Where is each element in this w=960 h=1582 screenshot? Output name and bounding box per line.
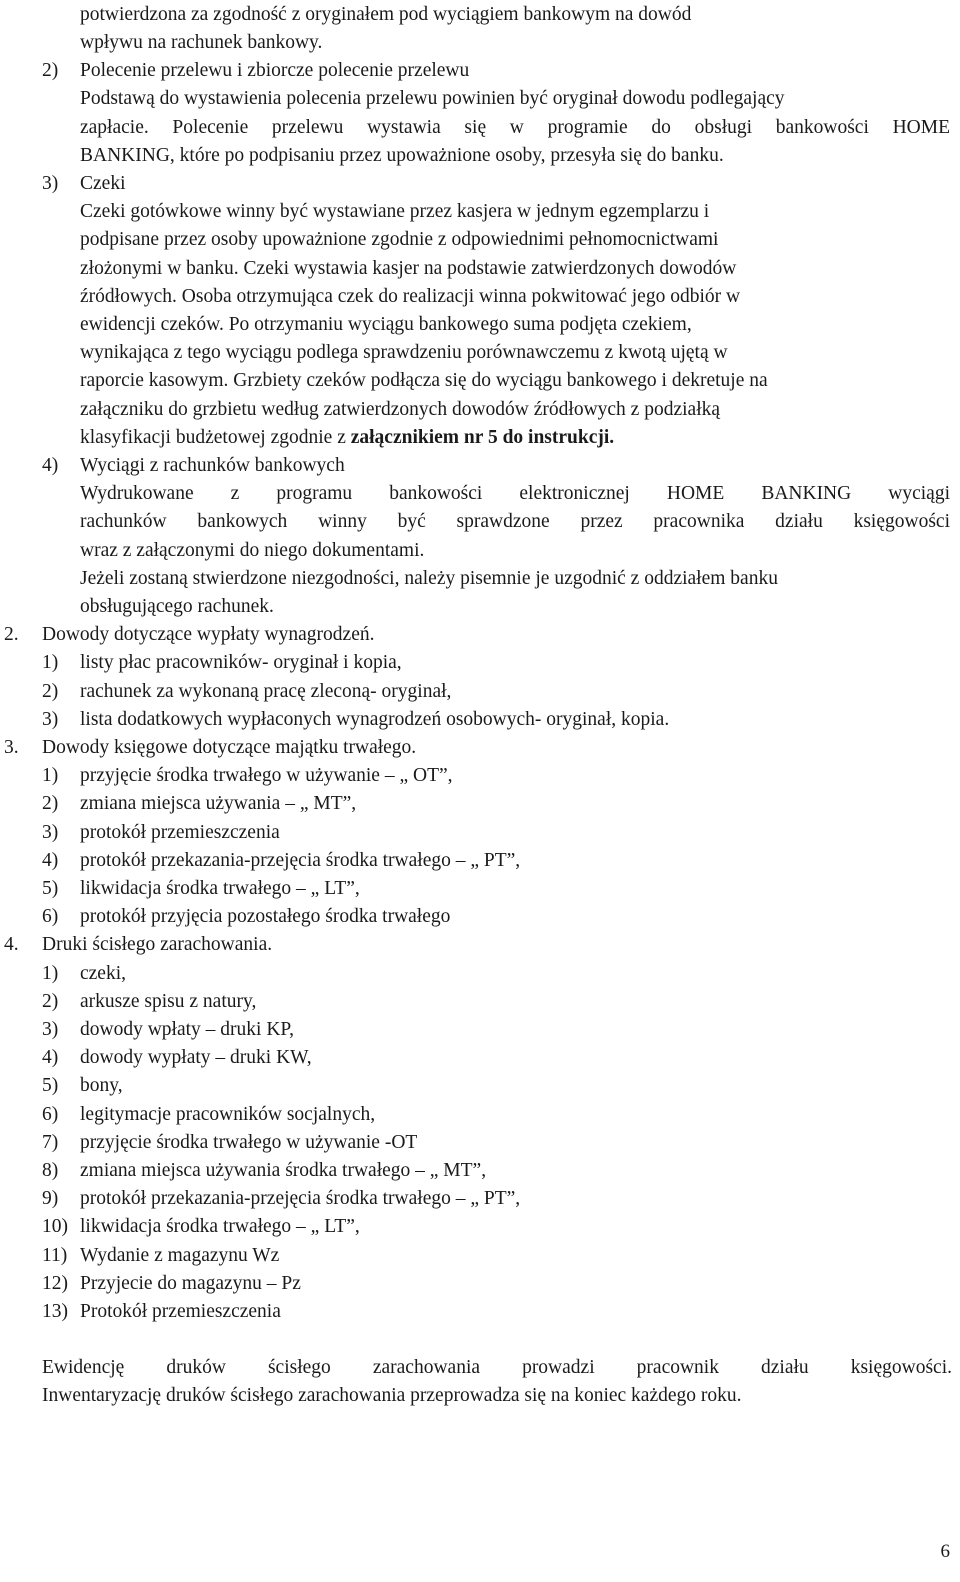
text-line: raporcie kasowym. Grzbiety czeków podłącza się do wyciągu bankowego i dekretuje na	[80, 370, 768, 391]
closing-line: Inwentaryzację druków ścisłego zarachowania przeprowadza się na koniec każdego roku.	[42, 1385, 742, 1406]
list-number: 13)	[42, 1301, 68, 1322]
list-number: 3)	[42, 822, 59, 843]
text-span: klasyfikacji budżetowej zgodnie z	[80, 427, 351, 448]
list-item: likwidacja środka trwałego – „ LT”,	[80, 878, 360, 899]
section-number: 2.	[4, 624, 19, 645]
text-line: podpisane przez osoby upoważnione zgodnie z odpowiednimi pełnomocnictwami	[80, 229, 719, 250]
list-number: 1)	[42, 963, 59, 984]
text-line: wynikająca z tego wyciągu podlega sprawdzeniu porównawczemu z kwotą ujętą w	[80, 342, 728, 363]
list-item: Wydanie z magazynu Wz	[80, 1245, 280, 1266]
list-number: 7)	[42, 1132, 59, 1153]
section-title: Dowody dotyczące wypłaty wynagrodzeń.	[42, 624, 375, 645]
list-item: dowody wpłaty – druki KP,	[80, 1019, 294, 1040]
text-line: wraz z załączonymi do niego dokumentami.	[80, 540, 425, 561]
text-line: BANKING, które po podpisaniu przez upoważnione osoby, przesyła się do banku.	[80, 145, 724, 166]
list-item: protokół przemieszczenia	[80, 822, 280, 843]
text-line: Podstawą do wystawienia polecenia przelewu powinien być oryginał dowodu podlegający	[80, 88, 785, 109]
list-number: 4)	[42, 1047, 59, 1068]
list-item: protokół przekazania-przejęcia środka trwałego – „ PT”,	[80, 1188, 521, 1209]
text-line: obsługującego rachunek.	[80, 596, 274, 617]
list-number: 3)	[42, 709, 59, 730]
closing-line: Ewidencję druków ścisłego zarachowania prowadzi pracownik działu księgowości.	[42, 1357, 952, 1378]
list-item: Przyjecie do magazynu – Pz	[80, 1273, 301, 1294]
list-number: 2)	[42, 991, 59, 1012]
subsection-title: Czeki	[80, 173, 126, 194]
list-item: likwidacja środka trwałego – „ LT”,	[80, 1216, 360, 1237]
text-line	[80, 423, 614, 452]
subsection-title: Wyciągi z rachunków bankowych	[80, 455, 345, 476]
text-line: ewidencji czeków. Po otrzymaniu wyciągu bankowego suma podjęta czekiem,	[80, 314, 692, 335]
text-line: rachunków bankowych winny być sprawdzone przez pracownika działu księgowości	[80, 511, 950, 532]
list-number: 1)	[42, 652, 59, 673]
list-number: 9)	[42, 1188, 59, 1209]
text-line: Jeżeli zostaną stwierdzone niezgodności, należy pisemnie je uzgodnić z oddziałem banku	[80, 568, 778, 589]
list-number: 8)	[42, 1160, 59, 1181]
list-number: 6)	[42, 1104, 59, 1125]
list-number: 2)	[42, 60, 59, 81]
list-number: 2)	[42, 793, 59, 814]
list-item: protokół przyjęcia pozostałego środka trwałego	[80, 906, 451, 927]
list-number: 10)	[42, 1216, 68, 1237]
list-item: protokół przekazania-przejęcia środka trwałego – „ PT”,	[80, 850, 521, 871]
text-line: Czeki gotówkowe winny być wystawiane przez kasjera w jednym egzemplarzu i	[80, 201, 710, 222]
list-number: 4)	[42, 850, 59, 871]
list-item: legitymacje pracowników socjalnych,	[80, 1104, 376, 1125]
section-number: 3.	[4, 737, 19, 758]
section-title: Druki ścisłego zarachowania.	[42, 934, 273, 955]
text-line: potwierdzona za zgodność z oryginałem pod wyciągiem bankowym na dowód	[80, 4, 692, 25]
page-number: 6	[940, 1541, 950, 1562]
list-item: czeki,	[80, 963, 127, 984]
list-item: przyjęcie środka trwałego w używanie – „ OT”,	[80, 765, 453, 786]
text-line: Wydrukowane z programu bankowości elektronicznej HOME BANKING wyciągi	[80, 483, 950, 504]
list-number: 3)	[42, 173, 59, 194]
text-line: złożonymi w banku. Czeki wystawia kasjer na podstawie zatwierdzonych dowodów	[80, 258, 737, 279]
section-number: 4.	[4, 934, 19, 955]
text-line: źródłowych. Osoba otrzymująca czek do realizacji winna pokwitować jego odbiór w	[80, 286, 741, 307]
list-item: zmiana miejsca używania – „ MT”,	[80, 793, 357, 814]
list-number: 5)	[42, 1075, 59, 1096]
list-item: listy płac pracowników- oryginał i kopia,	[80, 652, 402, 673]
list-item: przyjęcie środka trwałego w używanie -OT	[80, 1132, 418, 1153]
list-item: Protokół przemieszczenia	[80, 1301, 281, 1322]
subsection-title: Polecenie przelewu i zbiorcze polecenie przelewu	[80, 60, 470, 81]
list-item: bony,	[80, 1075, 123, 1096]
text-line: wpływu na rachunek bankowy.	[80, 32, 323, 53]
text-line: zapłacie. Polecenie przelewu wystawia się w programie do obsługi bankowości HOME	[80, 117, 950, 138]
list-number: 5)	[42, 878, 59, 899]
list-item: dowody wypłaty – druki KW,	[80, 1047, 312, 1068]
list-number: 2)	[42, 681, 59, 702]
list-item: arkusze spisu z natury,	[80, 991, 257, 1012]
list-item: zmiana miejsca używania środka trwałego – „ MT”,	[80, 1160, 487, 1181]
list-item: lista dodatkowych wypłaconych wynagrodzeń osobowych- oryginał, kopia.	[80, 709, 670, 730]
list-number: 12)	[42, 1273, 68, 1294]
list-number: 1)	[42, 765, 59, 786]
section-title: Dowody księgowe dotyczące majątku trwałego.	[42, 737, 417, 758]
list-number: 6)	[42, 906, 59, 927]
attachment-reference: załącznikiem nr 5 do instrukcji.	[350, 427, 615, 448]
list-number: 4)	[42, 455, 59, 476]
list-number: 3)	[42, 1019, 59, 1040]
text-line: załączniku do grzbietu według zatwierdzonych dowodów źródłowych z podziałką	[80, 399, 721, 420]
list-number: 11)	[42, 1245, 68, 1266]
list-item: rachunek za wykonaną pracę zleconą- oryginał,	[80, 681, 452, 702]
